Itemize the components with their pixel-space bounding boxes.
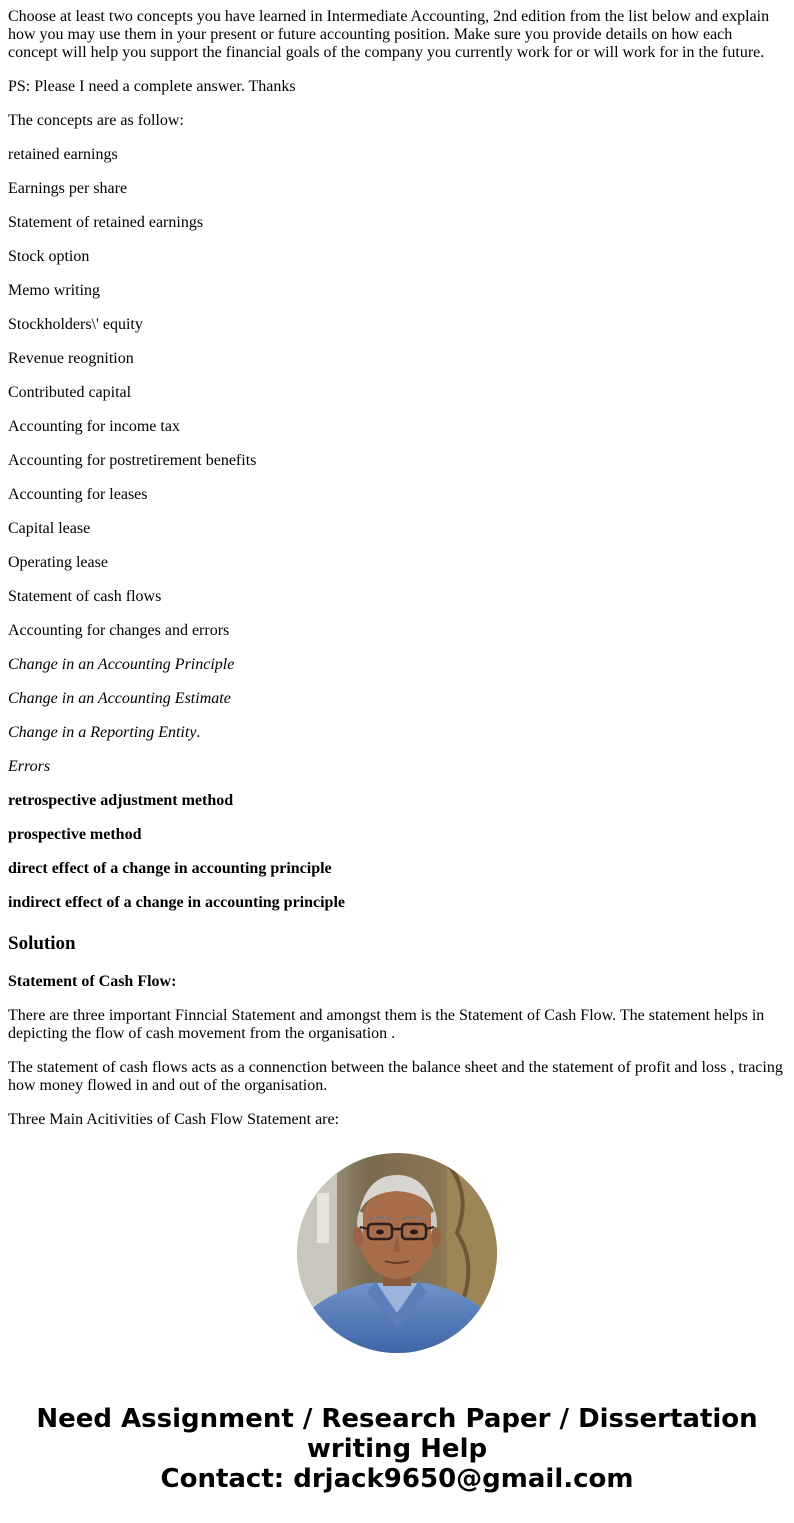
- concept-item: Revenue reognition: [8, 350, 134, 367]
- concept-item: Statement of cash flows: [8, 588, 162, 605]
- concept-item: retained earnings: [8, 146, 118, 163]
- concept-italic-text: Change in an Accounting Estimate: [8, 690, 231, 707]
- concept-item-bold: [8, 792, 786, 810]
- promo-banner: [0, 1404, 794, 1494]
- solution-heading: Solution: [8, 933, 76, 954]
- promo-line: Need Assignment / Research Paper / Dissertation: [36, 1404, 758, 1434]
- concept-item: Accounting for leases: [8, 486, 148, 503]
- concept-item-bold: [8, 826, 786, 844]
- concept-item-italic: [8, 758, 786, 776]
- avatar: [297, 1153, 497, 1353]
- concept-item: Operating lease: [8, 554, 108, 571]
- concept-item-italic: [8, 724, 786, 742]
- question-ps: PS: Please I need a complete answer. Thanks: [8, 78, 296, 95]
- concept-item-italic: [8, 656, 786, 674]
- concept-item-bold: [8, 894, 786, 912]
- tutor-portrait-image: [297, 1153, 497, 1353]
- promo-line: writing Help: [306, 1434, 488, 1464]
- concept-bold-text: direct effect of a change in accounting principle: [8, 860, 332, 877]
- concept-item: Earnings per share: [8, 180, 128, 197]
- concept-bold-text: prospective method: [8, 826, 142, 843]
- concept-italic-text: Errors: [8, 758, 51, 775]
- concept-item: Memo writing: [8, 282, 100, 299]
- concept-item: Contributed capital: [8, 384, 132, 401]
- concept-item: Stock option: [8, 248, 90, 265]
- concept-italic-text: Change in an Accounting Principle: [8, 656, 235, 673]
- promo-contact: Contact: drjack9650@gmail.com: [160, 1464, 634, 1494]
- solution-paragraph: Three Main Acitivities of Cash Flow Statement are:: [8, 1111, 340, 1128]
- concept-item-bold: [8, 860, 786, 878]
- concept-suffix: .: [196, 724, 201, 741]
- concept-bold-text: indirect effect of a change in accounting principle: [8, 894, 345, 911]
- solution-subheading-text: Statement of Cash Flow:: [8, 973, 177, 990]
- concept-item: Accounting for changes and errors: [8, 622, 230, 639]
- concept-item: Accounting for income tax: [8, 418, 180, 435]
- concept-item: Stockholders\' equity: [8, 316, 143, 333]
- concept-item: Accounting for postretirement benefits: [8, 452, 257, 469]
- concept-bold-text: retrospective adjustment method: [8, 792, 234, 809]
- solution-paragraph: There are three important Finncial Statement and amongst them is the Statement of Cash Flow. The statement helps in depicting the flow of cash movement from the organisation .: [8, 1007, 765, 1042]
- solution-subheading: [8, 973, 786, 991]
- question-intro: Choose at least two concepts you have learned in Intermediate Accounting, 2nd edition from the list below and explain how you may use them in your present or future accounting position. Make sure you provide details on how each concept will help you support the financial goals of the company you currently work for or will work for in the future.: [8, 8, 770, 61]
- concepts-heading: The concepts are as follow:: [8, 112, 184, 129]
- concept-item: Statement of retained earnings: [8, 214, 204, 231]
- concept-item-italic: [8, 690, 786, 708]
- concept-italic-text: Change in a Reporting Entity: [8, 724, 197, 741]
- concept-item: Capital lease: [8, 520, 91, 537]
- solution-paragraph: The statement of cash flows acts as a connenction between the balance sheet and the statement of profit and loss , tracing how money flowed in and out of the organisation.: [8, 1059, 783, 1094]
